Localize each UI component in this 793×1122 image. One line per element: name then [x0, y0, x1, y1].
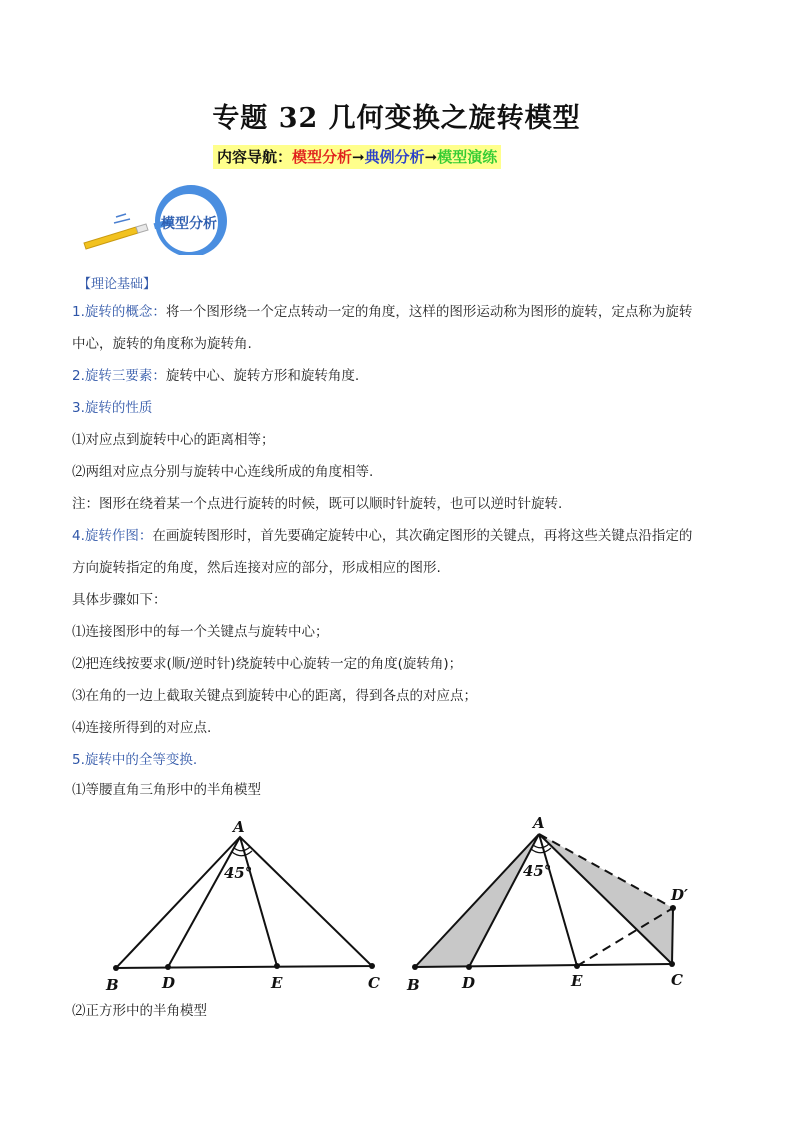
property-1: ⑴对应点到旋转中心的距离相等； — [72, 432, 275, 448]
page-title: 专题 32 几何变换之旋转模型 — [212, 103, 581, 134]
right-rotated-figure — [406, 814, 688, 994]
angle-arc — [531, 848, 551, 853]
point-c — [669, 961, 675, 967]
model-analysis-badge — [80, 183, 240, 255]
point-b — [113, 965, 119, 971]
label-d: D — [162, 974, 176, 992]
arrow-icon: ➞ — [424, 148, 438, 166]
label-c: C — [368, 974, 380, 992]
triangle-abc — [116, 837, 372, 968]
nav-item-model-practice[interactable]: 模型演练 — [437, 148, 498, 166]
point-c — [369, 963, 375, 969]
label-b: B — [106, 976, 119, 994]
label-d: D — [462, 974, 476, 992]
half-angle-model-figure — [70, 810, 720, 1000]
angle-arc — [533, 844, 549, 848]
paragraph-1-continued: 中心，旋转的角度称为旋转角. — [72, 336, 252, 352]
angle-arc — [232, 851, 252, 856]
point-d — [466, 964, 472, 970]
point-e — [574, 963, 580, 969]
subheading-isosceles-half-angle: ⑴等腰直角三角形中的半角模型 — [72, 782, 261, 798]
badge-label: 模型分析 — [161, 216, 217, 232]
nav-prefix: 内容导航： — [217, 148, 293, 166]
step-4: ⑷连接所得到的对应点. — [72, 720, 212, 736]
paragraph-2: 2.旋转三要素：旋转中心、旋转方形和旋转角度. — [72, 368, 360, 384]
step-3: ⑶在角的一边上截取关键点到旋转中心的距离，得到各点的对应点； — [72, 688, 477, 704]
label-a: A — [233, 818, 245, 836]
step-2: ⑵把连线按要求(顺/逆时针)绕旋转中心旋转一定的角度(旋转角)； — [72, 656, 463, 672]
angle-label: 45° — [523, 862, 552, 880]
nav-item-model-analysis[interactable]: 模型分析 — [292, 148, 353, 166]
point-b — [412, 964, 418, 970]
label-e: E — [271, 974, 283, 992]
nav-item-example-analysis[interactable]: 典例分析 — [364, 148, 425, 166]
label-b: B — [407, 976, 420, 994]
arrow-icon: ➞ — [352, 148, 365, 166]
paragraph-1: 1.旋转的概念：将一个图形绕一个定点转动一定的角度，这样的图形运动称为图形的旋转，定点称为旋转 — [72, 304, 693, 320]
paragraph-5-heading: 5.旋转中的全等变换. — [72, 752, 198, 768]
label-d-prime: D′ — [671, 886, 688, 904]
point-d — [165, 964, 171, 970]
property-2: ⑵两组对应点分别与旋转中心连线所成的角度相等. — [72, 464, 374, 480]
point-d-prime — [670, 905, 676, 911]
angle-label: 45° — [224, 864, 253, 882]
steps-heading: 具体步骤如下： — [72, 592, 167, 608]
paragraph-3-heading: 3.旋转的性质 — [72, 400, 153, 416]
section-heading: 【理论基础】 — [78, 277, 157, 292]
paragraph-4: 4.旋转作图：在画旋转图形时，首先要确定旋转中心，其次确定图形的关键点，再将这些关键点沿指定的 — [72, 528, 693, 544]
content-navigation — [213, 145, 501, 169]
label-a: A — [533, 814, 545, 832]
subheading-square-half-angle: ⑵正方形中的半角模型 — [72, 1003, 207, 1019]
segment-cd-prime — [672, 908, 673, 964]
left-triangle-figure — [105, 818, 380, 994]
paragraph-4-continued: 方向旋转指定的角度，然后连接对应的部分，形成相应的图形. — [72, 560, 441, 576]
point-e — [274, 963, 280, 969]
label-e: E — [571, 972, 583, 990]
note: 注：图形在绕着某一个点进行旋转的时候，既可以顺时针旋转，也可以逆时针旋转. — [72, 496, 563, 512]
pencil-icon — [84, 214, 148, 249]
label-c: C — [671, 971, 683, 989]
step-1: ⑴连接图形中的每一个关键点与旋转中心； — [72, 624, 329, 640]
